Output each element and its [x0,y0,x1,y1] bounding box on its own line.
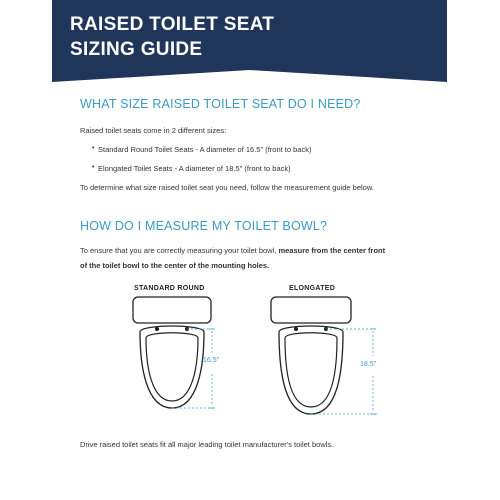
standard-label: STANDARD ROUND [134,285,205,292]
title-line-1: RAISED TOILET SEAT [70,14,275,35]
bullet-marker: • [92,164,95,171]
section1-intro: Raised toilet seats come in 2 different sizes: [80,126,227,135]
section1-note: To determine what size raised toilet seat you need, follow the measurement guide below. [80,183,374,192]
elongated-label: ELONGATED [289,285,336,292]
footer-text: Drive raised toilet seats fit all major leading toilet manufacturer's toilet bowls. [80,440,334,449]
bullet-marker: • [92,145,95,152]
section2-line1-bold: measure from the center front [278,246,386,255]
bullet-elongated: Elongated Toilet Seats - A diameter of 18.5" (front to back) [98,164,291,173]
section2-heading: HOW DO I MEASURE MY TOILET BOWL? [80,219,328,233]
elongated-toilet-icon [267,296,382,421]
elongated-dimension: 18.5" [360,361,377,368]
section2-line2: of the toilet bowl to the center of the mounting holes. [80,261,270,270]
section2-line1-plain: To ensure that you are correctly measuring your toilet bowl, [80,246,279,255]
section1-heading: WHAT SIZE RAISED TOILET SEAT DO I NEED? [80,97,361,111]
bullet-standard: Standard Round Toilet Seats - A diameter of 16.5" (front to back) [98,145,312,154]
standard-dimension: 16.5" [203,357,220,364]
round-toilet-icon [128,296,238,416]
title-line-2: SIZING GUIDE [70,39,203,60]
section2-line1 [80,246,385,255]
banner-notch [52,70,447,82]
header-banner [52,0,447,70]
